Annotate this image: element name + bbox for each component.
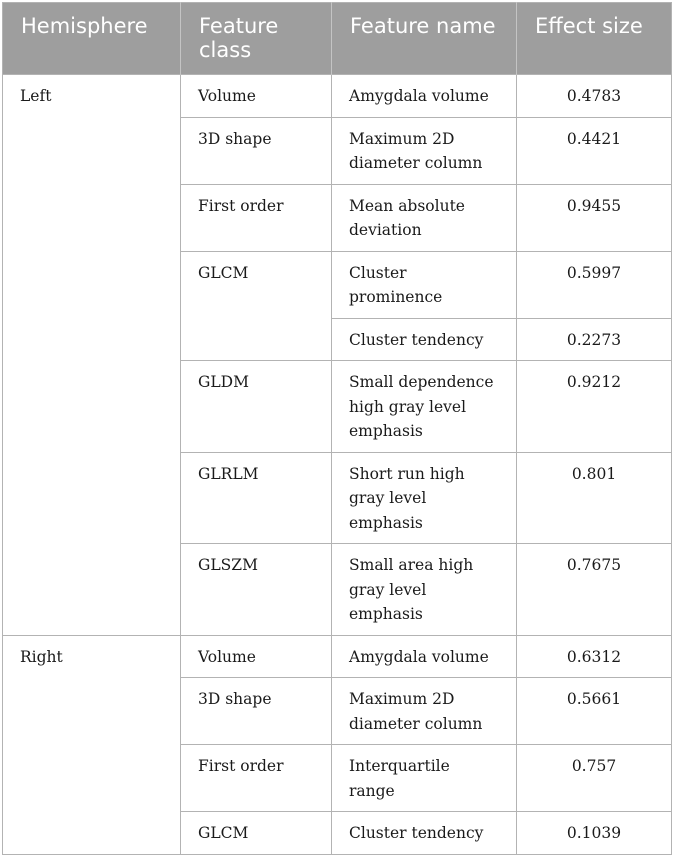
- feature-class-cell: 3D shape: [181, 117, 332, 184]
- hemisphere-cell: Left: [3, 75, 181, 636]
- effect-size-cell: 0.801: [517, 452, 672, 544]
- feature-class-cell: GLDM: [181, 361, 332, 453]
- feature-class-cell: First order: [181, 184, 332, 251]
- feature-name-cell: Mean absolute deviation: [332, 184, 517, 251]
- feature-name-cell: Cluster tendency: [332, 318, 517, 361]
- feature-name-cell: Short run high gray level emphasis: [332, 452, 517, 544]
- header-feature-class: Feature class: [181, 3, 332, 75]
- feature-class-cell: Volume: [181, 75, 332, 118]
- feature-name-cell: Maximum 2D diameter column: [332, 117, 517, 184]
- header-effect-size: Effect size: [517, 3, 672, 75]
- feature-name-cell: Cluster tendency: [332, 812, 517, 855]
- feature-name-cell: Cluster prominence: [332, 251, 517, 318]
- effect-size-cell: 0.757: [517, 745, 672, 812]
- effect-size-cell: 0.2273: [517, 318, 672, 361]
- feature-name-cell: Amygdala volume: [332, 75, 517, 118]
- effect-size-cell: 0.9212: [517, 361, 672, 453]
- feature-name-cell: Maximum 2D diameter column: [332, 678, 517, 745]
- feature-class-cell: GLRLM: [181, 452, 332, 544]
- feature-class-cell: First order: [181, 745, 332, 812]
- effect-size-cell: 0.4421: [517, 117, 672, 184]
- feature-name-cell: Small area high gray level emphasis: [332, 544, 517, 636]
- feature-name-cell: Small dependence high gray level emphasis: [332, 361, 517, 453]
- hemisphere-cell: Right: [3, 635, 181, 854]
- effect-size-cell: 0.9455: [517, 184, 672, 251]
- feature-name-cell: Amygdala volume: [332, 635, 517, 678]
- table-header: [3, 3, 672, 75]
- feature-class-cell: GLCM: [181, 251, 332, 361]
- feature-class-cell: 3D shape: [181, 678, 332, 745]
- effect-size-cell: 0.6312: [517, 635, 672, 678]
- feature-class-cell: GLCM: [181, 812, 332, 855]
- effect-size-cell: 0.5997: [517, 251, 672, 318]
- effect-size-cell: 0.5661: [517, 678, 672, 745]
- header-row: [3, 3, 672, 75]
- effect-size-cell: 0.4783: [517, 75, 672, 118]
- effect-size-cell: 0.1039: [517, 812, 672, 855]
- table-body: [3, 75, 672, 855]
- effect-size-cell: 0.7675: [517, 544, 672, 636]
- header-hemisphere: Hemisphere: [3, 3, 181, 75]
- feature-class-cell: Volume: [181, 635, 332, 678]
- effect-size-table: [2, 2, 672, 855]
- feature-class-cell: GLSZM: [181, 544, 332, 636]
- table-row: [3, 75, 672, 118]
- feature-name-cell: Interquartile range: [332, 745, 517, 812]
- table-row: [3, 635, 672, 678]
- header-feature-name: Feature name: [332, 3, 517, 75]
